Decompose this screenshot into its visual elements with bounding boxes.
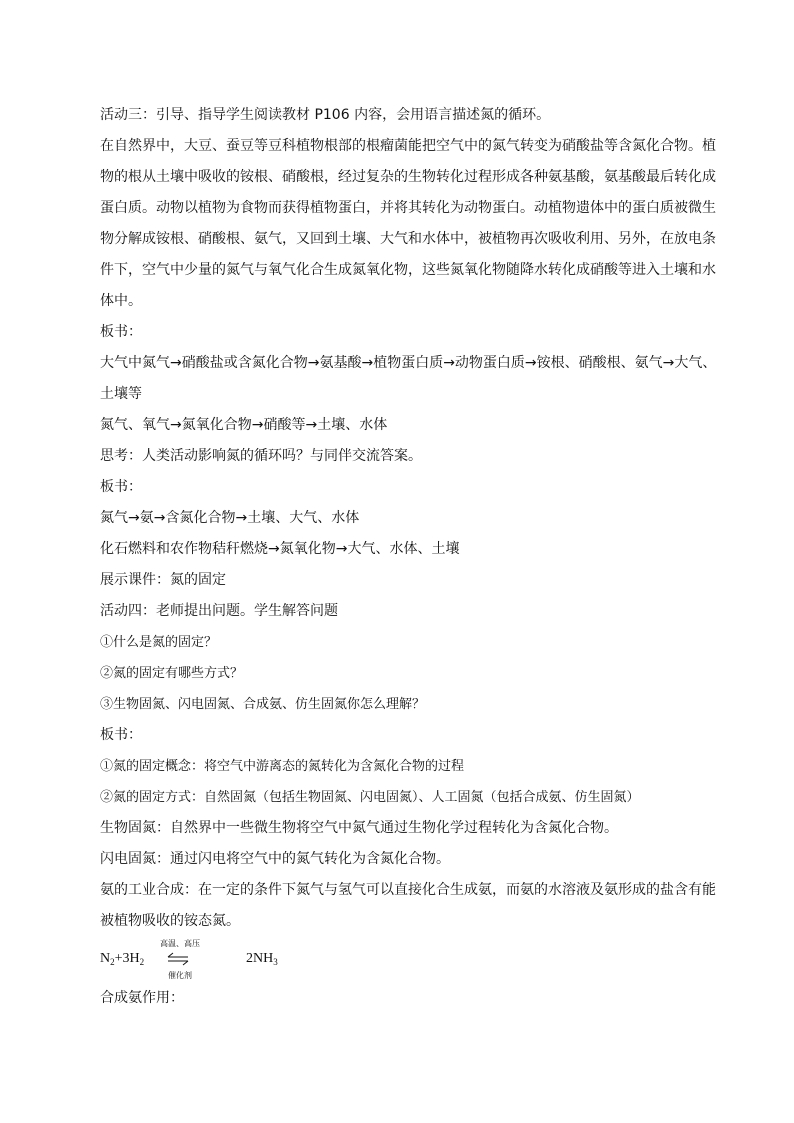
equation-products: $2NH_3$ (246, 951, 278, 967)
board-label: 板书： (100, 727, 142, 743)
paragraph-line: 件下，空气中少量的氮气与氧气化合生成氮氧化物，这些氮氧化物随降水转化成硝酸等进入土壤和水 (100, 262, 716, 278)
biological-fixation: 生物固氮：自然界中一些微生物将空气中氮气通过生物化学过程转化为含氮化合物。 (100, 820, 618, 836)
courseware-note: 展示课件：氮的固定 (100, 572, 226, 588)
synthesis-role-heading: 合成氨作用： (100, 990, 184, 1006)
paragraph-line: 体中。 (100, 293, 142, 309)
paragraph-line: 物分解成铵根、硝酸根、氨气，又回到土壤、大气和水体中，被植物再次吸收利用、另外，在放电条 (100, 231, 716, 247)
board-line: ②氮的固定方式：自然固氮（包括生物固氮、闪电固氮）、人工固氮（包括合成氨、仿生固氮） (100, 790, 640, 805)
board-line: 氮气→氨→含氮化合物→土壤、大气、水体 (100, 510, 360, 526)
board-label: 板书： (100, 479, 142, 495)
paragraph-line: 在自然界中，大豆、蚕豆等豆科植物根部的根瘤菌能把空气中的氮气转变为硝酸盐等含氮化合物。植 (100, 138, 716, 154)
board-line: 土壤等 (100, 386, 142, 402)
chemical-equation (100, 939, 704, 983)
board-line: 大气中氮气→硝酸盐或含氮化合物→氨基酸→植物蛋白质→动物蛋白质→铵根、硝酸根、氨气→大气、 (100, 355, 717, 371)
board-line: ①氮的固定概念：将空气中游离态的氮转化为含氮化合物的过程 (100, 759, 465, 774)
question-1: ①什么是氮的固定？ (100, 635, 218, 650)
question-3: ③生物固氮、闪电固氮、合成氨、仿生固氮你怎么理解？ (100, 697, 426, 712)
equation-condition-top: 高温、高压 (160, 939, 200, 948)
ammonia-synthesis-line: 氨的工业合成：在一定的条件下氮气与氢气可以直接化合生成氨，而氨的水溶液及氨形成的盐含有能 (100, 882, 716, 898)
activity-3-heading: 活动三：引导、指导学生阅读教材 P106 内容，会用语言描述氮的循环。 (100, 107, 551, 123)
paragraph-line: 蛋白质。动物以植物为食物而获得植物蛋白，并将其转化为动物蛋白。动植物遗体中的蛋白质被微生 (100, 200, 716, 216)
board-line: 氮气、氧气→氮氧化合物→硝酸等→土壤、水体 (100, 417, 388, 433)
question-2: ②氮的固定有哪些方式？ (100, 666, 244, 681)
equation-reactants: $N_2+3H_2$ (100, 951, 145, 967)
paragraph-line: 物的根从土壤中吸收的铵根、硝酸根，经过复杂的生物转化过程形成各种氨基酸，氨基酸最后转化成 (100, 169, 716, 185)
board-line: 化石燃料和农作物秸秆燃烧→氮氧化物→大气、水体、土壤 (100, 541, 460, 557)
ammonia-synthesis-line: 被植物吸收的铵态氮。 (100, 913, 240, 929)
activity-4-heading: 活动四：老师提出问题。学生解答问题 (100, 603, 338, 619)
think-question: 思考：人类活动影响氮的循环吗？与同伴交流答案。 (100, 448, 422, 464)
board-label: 板书： (100, 324, 142, 340)
reversible-arrow-icon (166, 950, 190, 968)
equation-condition-bottom: 催化剂 (168, 971, 192, 980)
lightning-fixation: 闪电固氮：通过闪电将空气中的氮气转化为含氮化合物。 (100, 851, 450, 867)
document-body (100, 100, 717, 1014)
